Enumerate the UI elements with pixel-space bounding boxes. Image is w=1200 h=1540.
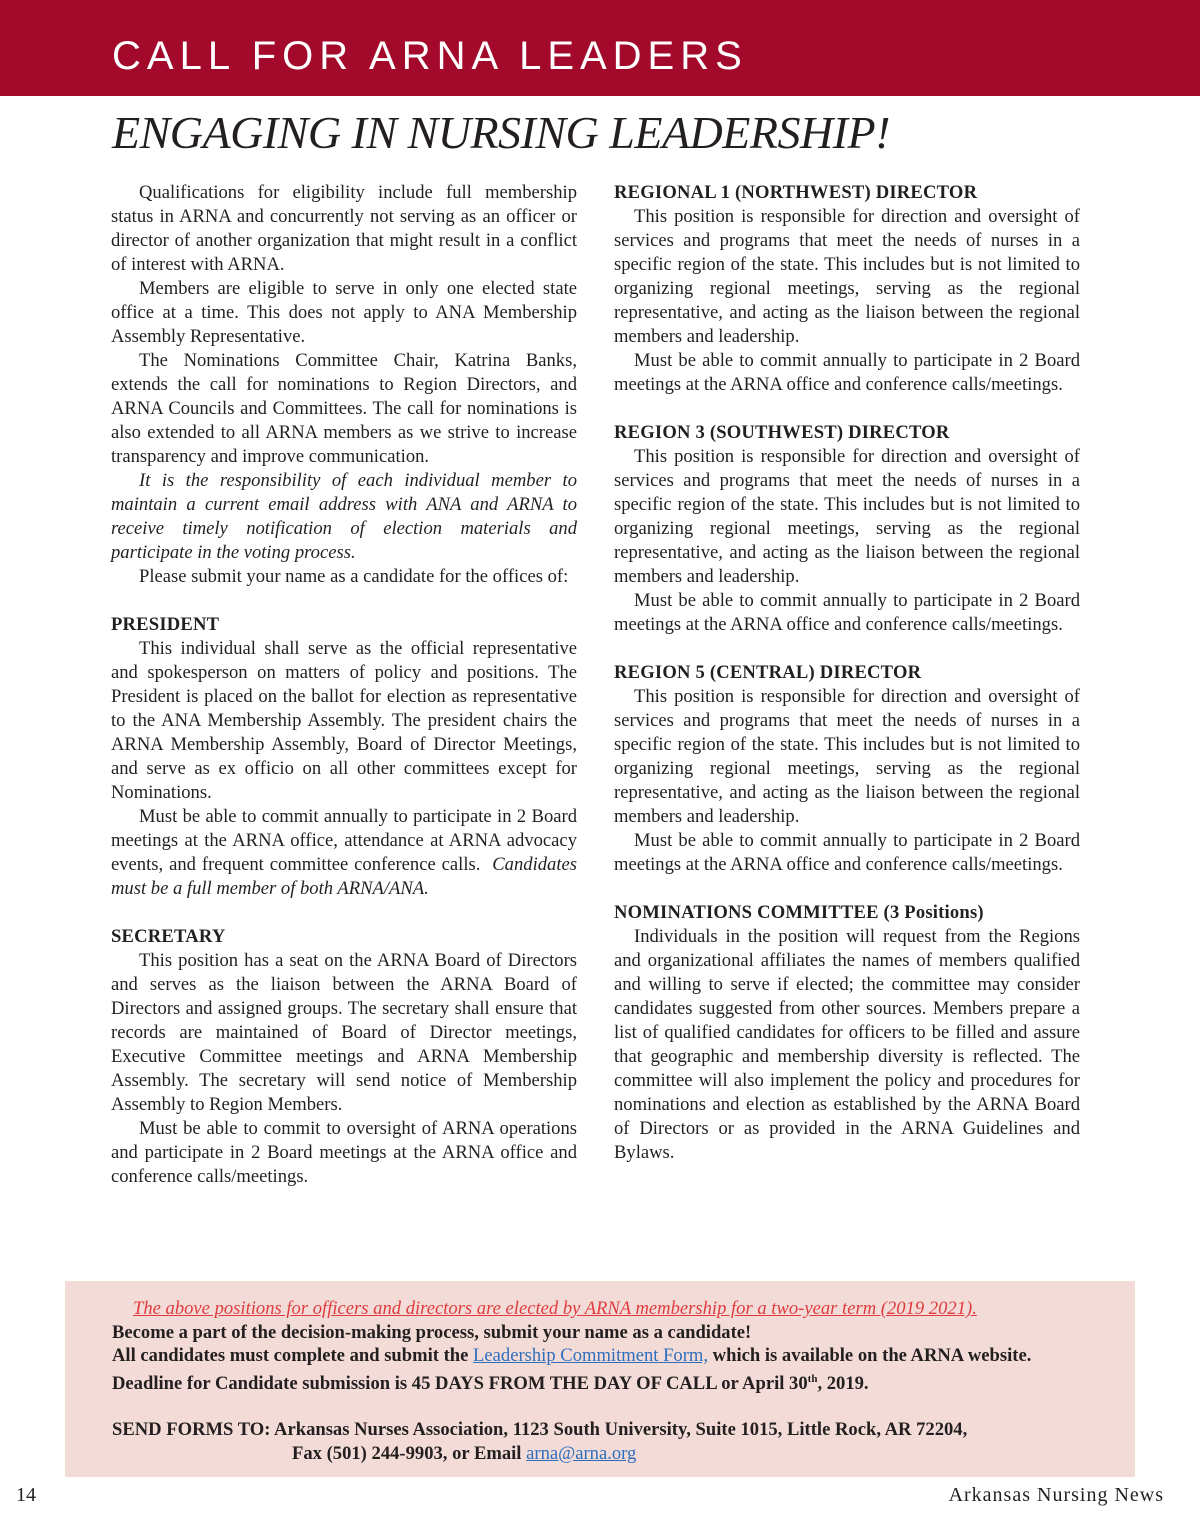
left-column (111, 181, 577, 1189)
president-commitment-note: Candidates must be a full member of both ARNA/ANA. (111, 854, 577, 899)
term-notice: The above positions for officers and directors are elected by ARNA membership for a two-year term (2019 2021). (133, 1298, 977, 1319)
page-headline: ENGAGING IN NURSING LEADERSHIP! (112, 107, 890, 158)
banner-title: CALL FOR ARNA LEADERS (112, 34, 748, 78)
nominations-call-paragraph: The Nominations Committee Chair, Katrina Banks, extends the call for nominations to Region Directors, and ARNA Councils and Committees. The call for nominations is also extended to all ARNA members as we strive to increase transparency and improve communication. (111, 350, 577, 467)
submit-prompt: Please submit your name as a candidate for the offices of: (139, 566, 569, 587)
deadline-year: , 2019. (817, 1372, 869, 1394)
publication-name: Arkansas Nursing News (948, 1484, 1164, 1506)
callout-line-1: Become a part of the decision-making process, submit your name as a candidate! (112, 1321, 752, 1343)
region5-commitment: Must be able to commit annually to participate in 2 Board meetings at the ARNA office and conference calls/meetings. (614, 830, 1080, 875)
nominations-description: Individuals in the position will request from the Regions and organizational affiliates the names of members qualified and willing to serve if elected; the committee may consider candidates suggested from other sources. Members prepare a list of qualified candidates for officers to be filled and assure that geographic and membership diversity is reflected. The committee will also implement the policy and procedures for nominations and election as established by the ARNA Board of Directors or as provided in the ARNA Guidelines and Bylaws. (614, 926, 1080, 1163)
right-column (614, 181, 1080, 1165)
page-number: 14 (16, 1484, 36, 1506)
callout-line-2-tail: which is available on the ARNA website. (708, 1345, 1032, 1366)
region1-commitment: Must be able to commit annually to participate in 2 Board meetings at the ARNA office and conference calls/meetings. (614, 350, 1080, 395)
president-commitment-text: Must be able to commit annually to participate in 2 Board meetings at the ARNA office, attendance at ARNA advocacy events, and frequent committee conference calls. (111, 806, 577, 875)
deadline-line (112, 1368, 1122, 1396)
secretary-heading: SECRETARY (111, 926, 226, 947)
president-description: This individual shall serve as the official representative and spokesperson on matters of policy and positions. The President is placed on the ballot for election as representative to the ANA Membership Assembly. The president chairs the ARNA Membership Assembly, Board of Director Meetings, and serve as ex officio on all other committees except for Nominations. (111, 638, 577, 803)
send-forms-line: SEND FORMS TO: Arkansas Nurses Association, 1123 South University, Suite 1015, Little Rock, AR 72204, (112, 1419, 968, 1441)
callout-line-2-text: All candidates must complete and submit the (112, 1345, 474, 1366)
president-commitment (111, 805, 577, 901)
eligibility-paragraph: Qualifications for eligibility include full membership status in ARNA and concurrently not serving as an officer or director of another organization that might result in a conflict of interest with ARNA. (111, 182, 577, 275)
region3-heading: REGION 3 (SOUTHWEST) DIRECTOR (614, 422, 950, 443)
nominations-heading: NOMINATIONS COMMITTEE (3 Positions) (614, 902, 984, 923)
callout-line-2 (112, 1344, 1122, 1368)
fax-text: Fax (501) 244-9903, or Email (292, 1442, 527, 1464)
region5-heading: REGION 5 (CENTRAL) DIRECTOR (614, 662, 922, 683)
region5-description: This position is responsible for direction and oversight of services and programs that meet the needs of nurses in a specific region of the state. This includes but is not limited to organizing regional meetings, serving as the regional representative, and acting as the liaison between the regional members and leadership. (614, 686, 1080, 827)
fax-email-line (112, 1442, 1122, 1466)
submission-callout (65, 1281, 1135, 1477)
email-link[interactable]: arna@arna.org (526, 1442, 637, 1464)
deadline-text: Deadline for Candidate submission is 45 DAYS FROM THE DAY OF CALL or April 30 (112, 1372, 808, 1394)
region1-description: This position is responsible for direction and oversight of services and programs that meet the needs of nurses in a specific region of the state. This includes but is not limited to organizing regional meetings, serving as the regional representative, and acting as the liaison between the regional members and leadership. (614, 206, 1080, 347)
deadline-superscript: th (807, 1372, 818, 1385)
president-heading: PRESIDENT (111, 614, 220, 635)
leadership-form-link[interactable]: Leadership Commitment Form, (473, 1345, 709, 1366)
secretary-commitment: Must be able to commit to oversight of ARNA operations and participate in 2 Board meetings at the ARNA office and conference calls/meetings. (111, 1118, 577, 1187)
single-office-paragraph: Members are eligible to serve in only one elected state office at a time. This does not apply to ANA Membership Assembly Representative. (111, 278, 577, 347)
email-responsibility-note: It is the responsibility of each individual member to maintain a current email address with ANA and ARNA to receive timely notification of election materials and participate in the voting process. (111, 470, 577, 563)
secretary-description: This position has a seat on the ARNA Board of Directors and serves as the liaison between the ARNA Board of Directors and assigned groups. The secretary shall ensure that records are maintained of Board of Director meetings, Executive Committee meetings and ARNA Membership Assembly. The secretary will send notice of Membership Assembly to Region Members. (111, 950, 577, 1115)
region3-commitment: Must be able to commit annually to participate in 2 Board meetings at the ARNA office and conference calls/meetings. (614, 590, 1080, 635)
region3-description: This position is responsible for direction and oversight of services and programs that meet the needs of nurses in a specific region of the state. This includes but is not limited to organizing regional meetings, serving as the regional representative, and acting as the liaison between the regional members and leadership. (614, 446, 1080, 587)
region1-heading: REGIONAL 1 (NORTHWEST) DIRECTOR (614, 182, 978, 203)
